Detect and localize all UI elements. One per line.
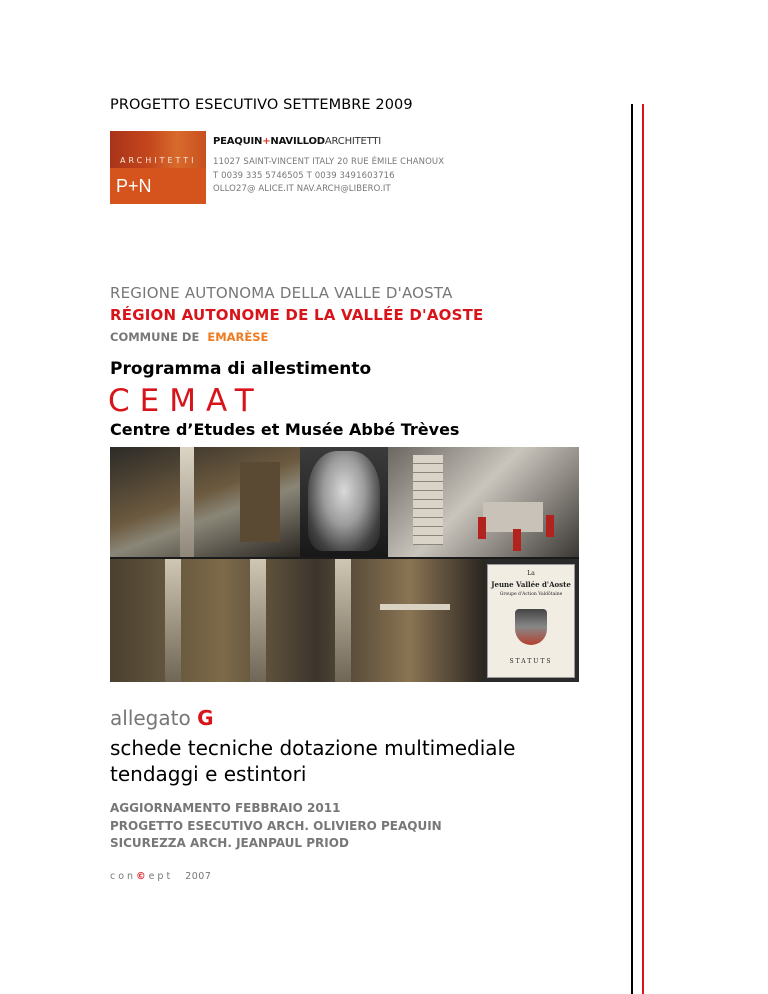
annex-description: [110, 735, 515, 787]
vertical-rule-black: [631, 104, 633, 994]
project-title: PROGETTO ESECUTIVO SETTEMBRE 2009: [110, 97, 413, 113]
commune: [110, 330, 268, 344]
doc-line4: STATUTS: [509, 658, 553, 665]
doc-line3: Groupe d'Action Valdôtaine: [499, 592, 563, 597]
program-label: Programma di allestimento: [110, 359, 372, 379]
photo-portrait-abbe: [300, 447, 388, 557]
update-line-project: PROGETTO ESECUTIVO ARCH. OLIVIERO PEAQUIN: [110, 819, 442, 833]
update-line-date: AGGIORNAMENTO FEBBRAIO 2011: [110, 801, 341, 815]
photo-study-room: [388, 447, 579, 557]
doc-line1: La: [527, 570, 535, 577]
firm-name: [213, 136, 381, 147]
commune-label: COMMUNE DE: [110, 330, 200, 344]
program-name: CEMAT: [108, 383, 264, 419]
concept-suffix: ept: [148, 871, 174, 882]
commune-name: EMARÈSE: [207, 330, 269, 344]
logo-architetti-text: ARCHITETTI: [120, 156, 197, 165]
photo-collage: [110, 447, 579, 682]
annex-line2: tendaggi e estintori: [110, 762, 307, 786]
annex-label: allegato: [110, 706, 191, 730]
firm-emails: OLLO27@ ALICE.IT NAV.ARCH@LIBERO.IT: [213, 184, 391, 194]
concept-footer: [110, 871, 211, 882]
firm-name-navillod: NAVILLOD: [270, 136, 325, 147]
doc-line2: Jeune Vallée d'Aoste: [491, 580, 571, 589]
update-line-safety: SICUREZZA ARCH. JEANPAUL PRIOD: [110, 836, 349, 850]
annex-heading: [110, 706, 213, 730]
annex-letter: G: [197, 706, 214, 730]
portrait-figure: [308, 451, 380, 551]
concept-year: 2007: [185, 871, 212, 882]
firm-name-architetti: ARCHITETTI: [324, 136, 382, 147]
copyright-icon: ©: [136, 871, 149, 882]
concept-prefix: con: [110, 871, 137, 882]
firm-phones: T 0039 335 5746505 T 0039 3491603716: [213, 171, 395, 181]
photo-exhibit-corridor: [110, 447, 300, 557]
vertical-rule-red: [642, 104, 644, 994]
logo-pn-text: P+N: [116, 176, 152, 196]
photo-statuts-document: [485, 559, 579, 682]
region-italian: REGIONE AUTONOMA DELLA VALLE D'AOSTA: [110, 284, 453, 302]
annex-line1: schede tecniche dotazione multimediale: [110, 736, 516, 760]
crest-icon: [515, 609, 547, 645]
firm-address: 11027 SAINT-VINCENT ITALY 20 RUE ÉMILE CHANOUX: [213, 157, 445, 167]
program-subtitle: Centre d’Etudes et Musée Abbé Trèves: [110, 420, 460, 439]
firm-name-peaquin: PEAQUIN: [213, 136, 263, 147]
statuts-page: [487, 564, 575, 678]
region-french: RÉGION AUTONOME DE LA VALLÉE D'AOSTE: [110, 306, 484, 324]
photo-exhibit-hall: [110, 559, 485, 682]
firm-name-plus: +: [262, 136, 271, 147]
firm-logo: [110, 131, 206, 204]
